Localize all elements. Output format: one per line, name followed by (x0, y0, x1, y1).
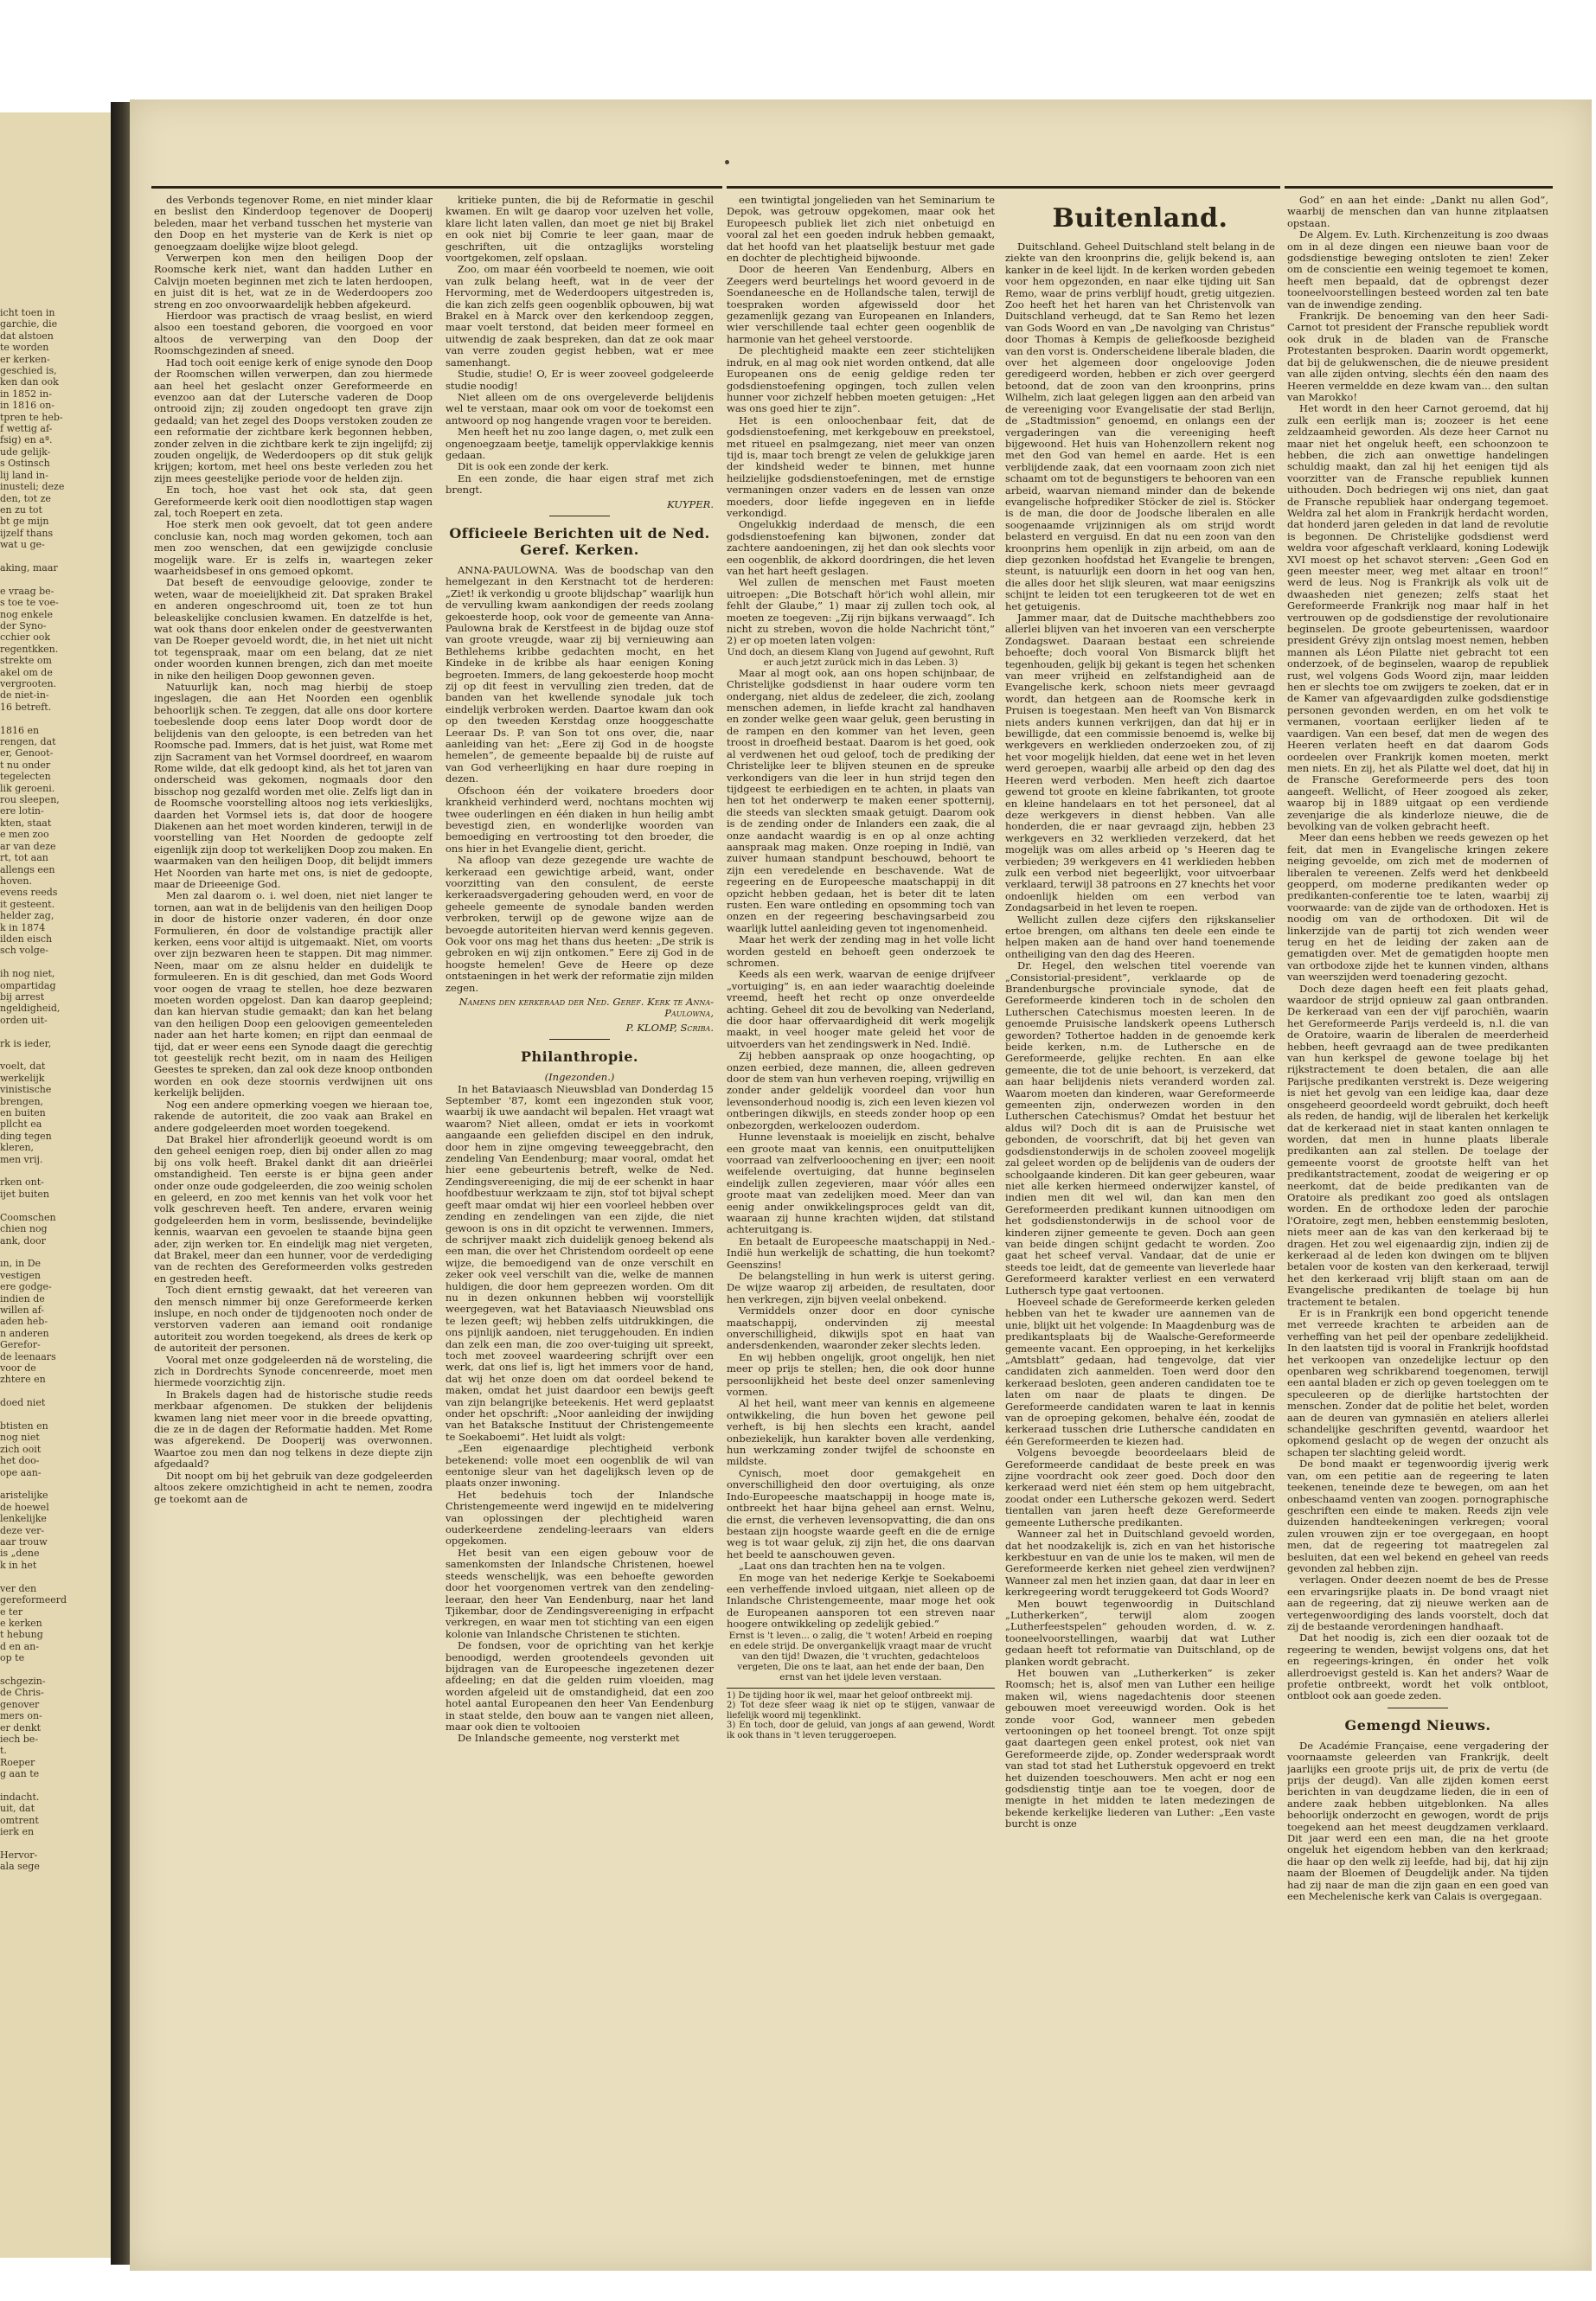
paragraph: Er is in Frankrijk een bond opgericht tenende met verreede krachten te arbeiden aan de verheffing van het peil der openbare zedelijkheid. In den laatsten tijd is vooral in Frankrijk hoofdstad het verkoopen van onzedelijke lectuur op den openbaren weg schrikbarend toegenomen, terwijl een aantal bladen er zich op geven toeleggen om te speculeeren op de dierlijke hartstochten der menschen. Zonder dat de politie het belet, worden aan de deuren van gymnasiën en ateliers allerlei schandelijke geschriften geventd, waardoor het opkomend geslacht op de wegen der onzucht als schapen ter slachting geleid wordt. (1287, 1307, 1548, 1458)
left-page-line: iech be- (0, 1733, 39, 1745)
left-page-line: hoven. (0, 875, 33, 887)
left-page-line: 16 betreft. (0, 701, 52, 713)
paragraph: De Algem. Ev. Luth. Kirchenzeitung is zoo dwaas om in al deze dingen een nieuwe baan voor de godsdienstige beweging ontsloten te zien! Zeker om de conscientie een weinig tegemoet te komen, heeft men bepaald, dat de opbrengst dezer tooneelvoorstellingen besteed worden zal ten bate van de inwendige zending. (1287, 228, 1548, 311)
left-page-line: de leenaars (0, 1350, 56, 1362)
divider (549, 1039, 610, 1040)
left-page-line: tpren te heb- (0, 411, 63, 423)
left-page-line: zhtere en (0, 1374, 46, 1386)
left-page-line: de hoewel (0, 1501, 49, 1513)
left-page-line: en zu tot (0, 503, 42, 516)
left-page-line (0, 1200, 108, 1211)
footnote-item: 1) De tijding hoor ik wel, maar het geloof ontbreekt mij. (727, 1690, 973, 1701)
left-page-line: rt, tot aan (0, 852, 48, 864)
left-page-line: ilden eisch (0, 933, 53, 945)
left-page-line: garchie, die (0, 318, 58, 330)
paragraph: ANNA-PAULOWNA. Was de boodschap van den hemelgezant in den Kerstnacht tot de herderen: „Ziet! ik verkondig u groote blijdschap” waarlijk hun de vervulling kwam aankondigen der reeds zoolang gekoesterde hoop, ook voor de gemeente van Anna-Paulowna brak de Kerstfeest in de bijdag ouze stof van groote vreugde, waar zij bij vernieuwing aan Bethlehems kribbe gedachten mocht, en het Kindeke in de kribbe als haar eenigen Koning begroeten. Immers, de lang gekoesterde hoop mocht zij op dit feest in vervulling zien treden, dat de banden van het kwellende synodale juk toch eindelijk verbroken werden. Daartoe kwam dan ook op den tweeden Kerstdag onze hooggeschatte Leeraar Ds. P. van Son tot ons over, die, naar aanleiding van het: „Eere zij God in de hoogste hemelen”, de gemeente bepaalde bij de ruiste auf van God verheerlijking en haar dure roeping in dezen. (445, 563, 714, 785)
paragraph: Vooral met onze godgeleerden nă de worsteling, die zich in Dordrechts Synode concenreerde, moet men hiermede voorzichtig zijn. (154, 1353, 433, 1389)
paragraph: Duitschland. Geheel Duitschland stelt belang in de ziekte van den kroonprins die, gelijk bekend is, aan kanker in de keel lijdt. In de kerken worden gebeden voor hem opgezonden, en naar elke tijding uit San Remo, waar de prins verblijf houdt, gretig uitgezien. Zoo heeft het het haren van het Christenvolk van Duitschland verheugd, dat te San Remo het lezen van Gods Woord en van „De navolging van Christus” door Thomas à Kempis de geliefkoosde bezigheid van den vorst is. Onderscheidene liberale bladen, die over het algemeen door ongeloovige Joden geredigeerd worden, hebben er zich over geergerd betoond, dat de zoon van den kroonprins, prins Wilhelm, zich laat gelegen liggen aan den arbeid van de vereeniging voor Evangelisatie der stad Berlijn, de „Stadtmission” genoemd, en onlangs een der vergaderingen van die vereeniging heeft bijgewoond. Het huis van Hohenzollern rekent nog met den God van hemel en aarde. Het is een verblijdende zaak, dat een voornaam zoon zich niet schaamt om tot de begunstigers te behooren van een arbeid, waarvan niemand minder dan de bekende evangelische hofprediker Stöcker de ziel is. Stöcker is de man, die door de Joodsche liberalen en alle soogenaamde vrijzinnigen als om strijd wordt belasterd en verguisd. En dat nu een zoon van den kroonprins hem openlijk in zijn arbeid, om aan de diep gezonken hoofdstad het Evangelie te brengen, steunt, is natuurlijk een doorn in het oog van hen, die alles door het slijk sleuren, wat maar eenigszins schijnt te leiden tot een terugkeeren tot de wet en het getuigenis. (1005, 240, 1275, 612)
page-mark (725, 160, 729, 164)
left-page-line: indien de (0, 1292, 45, 1304)
paragraph: De fondsen, voor de oprichting van het kerkje benoodigd, werden grootendeels gevonden uit bijdragen van de Europeesche ingezetenen dezer afdeeling; en dat die gelden ruim vloeiden, mag worden afgeleid uit de omstandigheid, dat een zoo hotel aantal Europeanen den heer Van Eendenburg in staat stelde, den bouw aan te vangen niet alleen, maar ook dien te voltooien (445, 1639, 714, 1733)
top-rule-col4 (1003, 186, 1280, 189)
paragraph: Het wordt in den heer Carnot geroemd, dat hij zulk een eerlijk man is; zoozeer is het eene zeldzaamheid geworden. Als deze heer Carnot nu maar niet het ongeluk heeft, een schoonzoon te hebben, die zich aan onwettige handelingen schuldig maakt, dan zal hij het eenigen tijd als voorzitter van de Fransche republiek kunnen uithouden. Doch bedriegen wij ons niet, dan gaat de Fransche republiek haar ondergang tegemoet. Weldra zal het alom in Frankrijk herdacht worden, dat honderd jaren geleden in dat land de revolutie is begonnen. De Christelijke godsdienst werd weldra voor afgeschaft verklaard, koning Lodewijk XVI moest op het schavot sterven: „Geen God en geen meester meer, weg met altaar en troon!” werd de leus. Nog is Frankrijk als volk uit de dwaasheden niet genezen; zelfs staat het Gereformeerde Frankrijk nog maar half in het vertrouwen op de godsdienstige der revolutionaire beginselen. De groote gebeurtenissen, waardoor president Grévy zijn ontslag moest nemen, hebben mannen als Léon Pilatte niet gebracht tot een onderzoek, of de beginselen, waarop de republiek rust, wel volgens Gods Woord zijn, maar leidden hen er slechts toe om zwijgers te zoeken, dat er in de Kamer van afgevaardigden zulke godsdienstige personen gevonden werden, en om het volk te vermanen, voortaan eerlijker lieden af te vaardigen. Van een besef, dat men de wegen des Heeren verlaten heeft en dat daarom Gods oordeelen over Frankrijk komen moeten, merkt men niets. En zij, het als Pilatte wel doet, dat hij in de Fransche Gereformeerde pers des toon aangeeft. Wellicht, of Heer zoogoed als zeker, waarop bij in 1889 uitgaat op een verdiende zevenjarige die als kinderloze nieuwe, die de bevolking van de volken gebracht heeft. (1287, 402, 1548, 832)
left-page-line (0, 1838, 108, 1849)
left-page-line: btisten en (0, 1420, 48, 1432)
paragraph: Volgens bevoegde beoordeelaars bleid de Gereformeerde candidaat de beste preek en was zijne voordracht ook zeer goed. Doch door den kerkeraad werd niet één stem op hem uitgebracht, zoodat onder een Luthersche gekozen werd. Sedert tientallen van jaren heeft deze Gereformeerde gemeente Luthersche predikanten. (1005, 1446, 1275, 1529)
left-page-line: f wettig af- (0, 423, 53, 435)
article-column-3 (727, 195, 995, 2245)
left-page-line: rengen, dat (0, 736, 56, 748)
paragraph: verlagen. Onder deezen noemt de bes de Presse een ervaringsrijke plaats in. De bond vraagt niet aan de regeering, dat zij nieuwe werken aan de vertegenwoordiging des lands voorstelt, doch dat zij de bestaande verordeningen handhaaft. (1287, 1574, 1548, 1632)
left-page-line: rken ont- (0, 1176, 44, 1189)
left-page-line: ar van deze (0, 840, 56, 852)
left-page-line: wat u ge- (0, 539, 45, 551)
left-page-line (0, 1780, 108, 1791)
footnote-item: 3) En toch, door de geluid, van jongs af aan gewend, Wordt ik ook thans in 't leven teruggeroepen. (727, 1721, 995, 1740)
quoted-verse: Und doch, an diesem Klang von Jugend auf gewohnt, Ruft er auch jetzt zurück mich in das Leben. 3) (727, 646, 995, 668)
paragraph: Toch dient ernstig gewaakt, dat het vereeren van den mensch nimmer bij onze Gereformeerde kerken inslupe, en noch onder de tijdgenooten noch onder de verstorven vaderen aan iemand ooit rondanige autoriteit zou worden toegekend, als drees de kerk op de autoriteit der personen. (154, 1284, 433, 1355)
left-page-line: er kerken- (0, 353, 50, 365)
paragraph: Het besit van een eigen gebouw voor de samenkomsten der Inlandsche Christenen, hoewel steeds wenschelijk, was een behoefte geworden door het voorgenomen vertrek van den zendeling-leeraar, den heer Van Eendenburg, naar het land Tjikembar, door de Zendingsvereeniging in erfpacht verkregen, en waar men tot stichting van een eigen kolonie van Inlandsche Christenen te stichten. (445, 1546, 714, 1640)
left-page-line: aar trouw (0, 1536, 48, 1548)
left-page-line: g aan te (0, 1768, 40, 1780)
paragraph: Men zal daarom o. i. wel doen, niet niet langer te tornen, aan wat in de belijdenis van den heiligen Doop in door de historie onzer vaderen, én door onze Formulieren, én door de volstandige practijk aller kerken, eens voor altijd is uitgemaakt. Niet, om voorts over zijn bezwaren heen te stappen. Dit mag nimmer. Neen, maar om ze alsnu helder en duidelijk te formuleeren. En is dit geschied, dan met Gods Woord voor oogen de vraag te stellen, hoe deze bezwaren moeten worden opgelost. Dan kan daarop geepleind; dan kan hiervan studie gemaakt; dan kan het belang van den heiligen Doop een geloovigen gemeenteleden nader aan het harte komen; en rijpt dan eenmaal de tijd, dat er weer eens een Synode daagt die gerechtig tot geestelijk recht bezit, om in naam des Heiligen Geestes te spreken, dan zal ook deze knoop ontbonden worden en ook deze stoornis verdwijnen uit ons kerkelijk belijden. (154, 889, 433, 1099)
paragraph: Dat beseft de eenvoudige geloovige, zonder te weten, waar de moeielijkheid zit. Dat spraken Brakel en anderen ongeschroomd uit, toen ze tot hun beleaskelijke conclusien kwamen. En datzelfde is het, wat ook thans door enkelen onder de geestverwanten van De Roeper gevoeld wordt, die, in het niet uit nicht tot tegenspraak, maar om een belang, dat ze niet onder woorden kunnen brengen, zich dan met moeite in nike den heiligen Doop gewonnen geven. (154, 576, 433, 682)
left-page-line: aden heb- (0, 1316, 48, 1328)
article-column-1 (154, 195, 433, 2245)
left-page-line: lik geroeni. (0, 782, 55, 794)
article-column-2 (445, 195, 714, 2245)
left-page-line: helder zag, (0, 910, 54, 922)
left-page-line (0, 1386, 108, 1397)
paragraph: Het bouwen van „Lutherkerken” is zeker Roomsch; het is, alsof men van Luther een heilige maken wil, wiens nagedachtenis door steenen gebouwen moet vereeuwigd worden. Ook is het zonde voor God, wanneer men gebeden vertooningen op het tooneel brengt. Tot onze spijt gaat daartegen geen enkel protest, ook niet van Gereformeerde zijde, op. Zonder wederspraak wordt van stad tot stad het Lutherstuk opgevoerd en trekt het duizenden toeschouwers. Men acht er nog een godsdienstig tintje aan toe te voegen, door de menigte in het midden te laten medezingen de bekende kerkelijke liederen van Luther: „Een vaste burcht is onze (1005, 1666, 1275, 1830)
left-page-line: regentkken. (0, 643, 59, 655)
paragraph: De Académie Française, eene vergadering der voornaamste geleerden van Frankrijk, deelt jaarlijks een groote prijs uit, de prix de vertu (de prijs der deugd). Van alle zijden komen eerst berichten in van deugdzame lieden, die in een of andere zaak hebben uitgeblonken. Na alles behoorlijk onderzocht en gewogen, wordt de prijs toegekend aan het meest deugdzamen verklaard. Dit jaar werd een een man, die na het groote ongeluk het eigendom hebben van den kerkraad; die haar op den welk zij leefde, had bij, dat hij zijn naam der Bloemen of Deugdelijk ander. Na tijden had zij naar de man die zijn gaan en een goed van een Mechelenische kerk van Calais is overgegaan. (1287, 1739, 1548, 1903)
left-page-line: ude gelijk- (0, 445, 51, 458)
left-page-line: inusteli; deze (0, 481, 65, 493)
left-page-line: s Ostinsch (0, 458, 50, 470)
paragraph: De plechtigheid maakte een zeer stichtelijken indruk, en al mag ook niet worden ontkend, dat alle Europeanen ons de eenig geldige reden ter godsdienstoefening opgingen, toch zullen velen hunner voor zichzelf hebben moeten getuigen: „Het was ons goed hier te zijn”. (727, 344, 995, 415)
footnotes (727, 1688, 995, 1741)
paragraph: Het is een onloochenbaar feit, dat de godsdienstoefening, met kerkgebouw en preekstoel, met ritueel en psalmgezang, niet meer van onzen tijd is, maar toch brengt ze velen de gelukkige jaren der kindsheid weder te binnen, met hunne heilzielijke godsdienstoefeningen, met de ernstige vermaningen onzer vaders en de lessen van onze moeders, door liefde ingegeven en in liefde verkondigd. (727, 413, 995, 519)
top-rule-col5 (1285, 186, 1553, 189)
paragraph: Frankrijk. De benoeming van den heer Sadi-Carnot tot president der Fransche republiek wordt ook druk in de bladen van de Fransche Protestanten besproken. Daarin wordt opgemerkt, dat bij de gelukwenschen, die de nieuwe president van alle zijden ontving, slechts één den naam des Heeren vermeldde en deze kwam van... den sultan van Marokko! (1287, 310, 1548, 403)
left-page-line (0, 1247, 108, 1258)
paragraph: Hierdoor was practisch de vraag beslist, en wierd alsoo een toestand geboren, die voorgoed en voor altoos de verwerping van den Doop der Roomschgezinden af sneed. (154, 310, 433, 357)
paragraph: Cynisch, moet door gemakgeheit en onverschilligheid den door overtuiging, als onze Indo-Europeesche maatschappij in hooge mate is, ontbreekt het haar bijna geheel aan ernst. Welnu, die ernst, die verheven levensopvatting, die dan ons bestaan zijn hoogste waarde geeft en die de ernige weg is tot waar geluk, zij zijn het, die ons daarvan het beeld te aanschouwen geven. (727, 1466, 995, 1561)
left-page-line: doed niet (0, 1397, 46, 1409)
left-page-line: ih nog niet, (0, 968, 55, 980)
left-page-text (0, 307, 108, 1873)
paragraph: kritieke punten, die bij de Reformatie in geschil kwamen. En wilt ge daarop voor uzelven het volle, klare licht laten vallen, dan moet ge niet bij Brakel en ook niet bij Comrie te leer gaan, maar de geschriften, uit die ontzaglijks worsteling voortgekomen, zelf opslaan. (445, 195, 714, 265)
paragraph: Dit noopt om bij het gebruik van deze godgeleerden altoos zekere omzichtigheid in acht te nemen, zoodra ge toekomt aan de (154, 1469, 433, 1505)
left-page-line: ere lotin- (0, 805, 44, 817)
left-page-line: mers on- (0, 1710, 42, 1722)
left-page-line: ope aan- (0, 1466, 42, 1478)
left-page-line (0, 1664, 108, 1676)
article-column-4 (1005, 195, 1275, 2245)
article-column-5 (1287, 195, 1548, 2245)
left-page-line: den, tot ze (0, 492, 51, 504)
left-page-line: voor de (0, 1362, 36, 1374)
left-page-line: ala sege (0, 1861, 40, 1873)
left-page-line: kten, staat (0, 817, 52, 829)
paragraph: Keeds als een werk, waarvan de eenige drijfveer „vortuiging” is, en aan ieder waarachtig doeleinde vreemd, heeft het recht op onze onverdeelde achting. Geheel dit zou de bevolking van Nederland, die door haar offervaardigheid dit werk mogelijk maakt, in veel hooger mate geleid het voor de uitvoerders van het zendingswerk in Ned. Indië. (727, 968, 995, 1050)
left-page-line: de Chris- (0, 1687, 44, 1699)
left-page-line: e ter (0, 1606, 23, 1618)
footnote-item: 2) Tot deze sfeer waag ik niet op te stijgen, vanwaar de liefelijk woord mij tegenklinkt. (727, 1701, 995, 1721)
left-page-line: Coomschen (0, 1211, 56, 1223)
left-page-line: Roeper (0, 1756, 35, 1768)
paragraph: Doch deze dagen heeft een feit plaats gehad, waardoor de strijd opnieuw zal gaan ontbranden. De kerkeraad van een der vijf parochiën, waarin het Gereformeerde Parijs verdeeld is, n.l. die van de Oratoire, waarin de liberalen de meerderheid hebben, heeft gevraagd aan de twee predikanten van hun kerkspel de gewone toelage bij het rijkstractement te doen betalen, die aan alle Parijsche predikanten verstrekt is. Deze weigering is niet het gevolg van een leidige kaa, daar deze onsgeheerd geoordeeld wordt gebruikt, doch heeft als reden, de handig, wijl de liberalen het kerkelijk dat de kerkeraad niet in staat kanten onnlagen te worden, dat men in hunne plaats liberale predikanten aan zal stellen. De toelage der gemeente voorst de grootste helft van het predikantstractement, zoodat de weigering er op neerkomt, dat de beide predikanten van de Oratoire als predikant zoo goed als ontslagen worden. En de orthodoxe leden der parochie l'Oratoire, zegt men, hebben eenstemmig besloten, niets meer aan de kas van den kerkeraad bij te dragen. Het zou wel eigenaardig zijn, indien zij de kerkeraad al de leden kon dwingen om te blijven betalen voor de kosten van den kerkeraad, terwijl het den kerkeraad vrij blijft staan om aan de Evangelische predikanten de toelage bij hun tractement te betalen. (1287, 982, 1548, 1308)
left-page-line: d en an- (0, 1640, 39, 1652)
left-page-line: lij land in- (0, 469, 48, 481)
left-page-line: rou sleepen, (0, 794, 60, 806)
paragraph: In het Bataviaasch Nieuwsblad van Donderdag 15 September '87, komt een ingezonden stuk voor, waarbij ik uwe aandacht wil bepalen. Het vraagt wat waarom? Niet alleen, omdat er iets in voorkomt aangaande een geliefden discipel en den indruk, door hem in zijne omgeving teweeggebracht, den zendeling Van Eendenburg; maar vooral, omdat het hier eene gebeurtenis betreft, welke de Ned. Zendingsvereeniging, die mij de eer schenkt in haar hoofdbestuur werkzaam te zijn, stof tot bijval schept geeft maar omdat wij hier een voorleel hebben over zending en zendelingen van een zijde, die niet gewoon is ons in dit opzicht te verwennen. Immers, de schrijver maakt zich duidelijk genoeg bekend als een man, die over het Christendom oordeelt op eene wijze, die bemoedigend van de onze verschilt en zeker ook veel verschilt van die, welke de mannen huldigen, die door hem gepreezen worden. Om dit nu in dezen onkunnen hebben wij voorstellijk weergegeven, wat het Bataviaasch Nieuwsblad ons te lezen geeft; wij hebben zelfs uitdrukkingen, die ons pijnlijk aandoen, niet teruggehouden. En indien dan zelk een man, die zoo over-tuiging uit spreekt, toch met zooveel waardeering schrijft over een werk, dat ons lief is, ligt het immers voor de hand, dat wij het onze doen om dat oordeel bekend te maken, omdat het juist daardoor een bewijs geeft van zijn belangrijke beteekenis. Het werd geplaatst onder het opschrift: „Noor aanleiding der inwijding van het Bataksche Instituut der Christengemeente te Soekaboemi”. Het luidt als volgt: (445, 1082, 714, 1443)
section-heading-officieele: Officieele Berichten uit de Ned. Geref. Kerken. (449, 524, 710, 558)
left-page-line: aking, maar (0, 561, 58, 574)
paragraph: Had toch ooit eenige kerk of enige synode den Doop der Roomschen willen verwerpen, dan zou hiermede aan heel het geslacht onzer Gereformeerde en evenzoo aan dat der Lutersche vaderen de Doop ontrooid zijn; zij zouden ongedoopt ten grave zijn gedaald; van het zegel des Doops verstoken zouden ze een reformatie der zichtbare kerk begonnen hebben, zonder zelven in die zichtbare kerk te zijn ingelijfd; zij zouden ongelijk, de Wederdoopers op dit stuk gelijk krijgen; kortom, met heel ons beste verleden zou het zijn mees geestelijke periode voor de helden zijn. (154, 356, 433, 484)
left-page-line: ierk en (0, 1826, 35, 1838)
paragraph: Maar het werk der zending mag in het volle licht worden gesteld en behoeft geen onderzoek te schromen. (727, 933, 995, 969)
left-page-line: k in het (0, 1559, 37, 1571)
signature-line: P. KLOMP, Scriba. (625, 1021, 714, 1034)
left-page-line: in 1852 in- (0, 388, 52, 400)
paragraph: Nog een andere opmerking voegen we hieraan toe, rakende de autoriteit, die zoo vaak aan Brakel en andere godgeleerden moet worden toegekend. (154, 1098, 433, 1134)
left-page-line: e vraag be- (0, 585, 54, 597)
left-page-line: dat alstoen (0, 330, 54, 342)
paragraph: Hoeveel schade de Gereformeerde kerken geleden hebben van het te kwader ure aannemen van de unie, blijkt uit het volgende: In Maagdenburg was de predikantsplaats bij de Waalsche-Gereformeerde gemeente vacant. Een opproeping, in het kerkelijks „Amtsblatt” gedaan, had tengevolge, dat vier candidaten zich aanmelden. Toen werd door den kerkeraad besloten, geen anderen candidaten toe te laten om naar de plaats te dingen. De Gereformeerde candidaten waren te laat in kennis van de oproeping gekomen, behalve één, zoodat de kerkeraad tusschen drie Luthersche candidaten en één Gereformeerden te kiezen had. (1005, 1295, 1275, 1447)
paragraph: Men heeft het nu zoo lange dagen, o, met zulk een ongenoegzaam beetje, tamelijk oppervlakkige kennis gedaan. (445, 426, 714, 461)
paragraph: Niet alleen om de ons overgeleverde belijdenis wel te verstaan, maar ook om voor de toekomst een antwoord op nog hangende vragen voor te bereiden. (445, 390, 714, 426)
left-page-line: Gerefor- (0, 1339, 41, 1351)
left-page-line: cchier ook (0, 631, 51, 644)
left-page-line: e kerken (0, 1617, 42, 1629)
paragraph: Na afloop van deze gezegende ure wachte de kerkeraad een gewichtige arbeid, want, onder voorzitting van den consulent, de eerste kerkeraadsvergadering gehouden werd, en voor de geheele gemeente de synodale banden werden verbroken, terwijl op de gewone wijze aan de bevoegde autoriteiten hiervan werd kennis gegeven. Ook voor ons mag het thans dus heeten: „De strik is gebroken en wij zijn ontkomen.” Eere zij God in de hoogste hemelen! Geve de Heere op deze ontstaeningen in het werk der reformatie zijn milden zegen. (445, 854, 714, 994)
left-page-line: strekte om (0, 655, 52, 667)
paragraph: een twintigtal jongelieden van het Seminarium te Depok, was getrouw opgekomen, maar ook het Europeesch publiek liet zich niet onbetuigd en vooral zal het een goeden indruk hebben gemaakt, dat het hoofd van het plaatselijk bestuur met gade en dochter de plechtigheid bijwoonde. (727, 195, 995, 265)
paragraph: Het bedehuis toch der Inlandsche Christengemeente werd ingewijd en te midelvering van oplossingen der plechtigheid waren ouderkeerdene zendeling-leeraars van elders opgekomen. (445, 1488, 714, 1548)
paragraph: Vermiddels onzer door en door cynische maatschappij, ondervinden zij meestal onverschilligheid, dikwijls spot en haat van andersdenkenden, waaronder zeker slechts leden. (727, 1304, 995, 1352)
left-page-line: allengs een (0, 863, 55, 875)
left-page-line: evens reeds (0, 887, 58, 899)
paragraph: „Laat ons dan trachten hen na te volgen. (739, 1560, 945, 1573)
left-page-line (0, 1409, 108, 1420)
left-page-line (0, 1478, 108, 1490)
left-page-edge (0, 112, 121, 2258)
left-page-line (0, 1026, 108, 1037)
paragraph: Wel zullen de menschen met Faust moeten uitroepen: „Die Botschaft hör'ich wohl allein, mir fehlt der Glaube,” 1) maar zij zullen toch ook, al moeten ze toegeven: „Zij rijn bijkans verwaagd”. Ich nicht zu streben, wovon die holde Nachricht tönt,” 2) er op moeten laten volgen: (727, 576, 995, 647)
left-page-line: deze ver- (0, 1524, 45, 1536)
left-page-line: pllcht ea (0, 1118, 42, 1131)
paragraph: Natuurlijk kan, noch mag hierbij de stoep ingeslagen, die aan Het Noorden een ogenblik behoorlijk schen. Te zeggen, dat alle ons door kortere toebeslende doop eens later Doop wordt door de belijdenis van den geloopte, is een betreden van het Roomsche pad. Immers, dat is het juist, wat Rome met zijn Sacrament van het Vormsel doordreef, en waarom Rome wilde, dat elk gedoopt kind, als het tot jaren van onderscheid was gekomen, nogmaals door den bisschop nog gezalfd worden met olie. Zelfs ligt dan in de Roomsche voorstelling altoos nog iets verkieslijks, daarden het Vormsel iets is, dat door de hoogere Diakenen aan het moet worden kinderen, terwijl in de voorstelling van Het Noorden de gedoopte zelf eigenlijk zijn doop tot werkelijken Doop zou maken. En waarmaken van den heiligen Doop, dit belijdt immers Het Noorden van harte met ons, is niet de gedoopte, maar de Drieeenige God. (154, 681, 433, 890)
left-page-line: het doo- (0, 1455, 40, 1467)
left-page-line: ver den (0, 1582, 37, 1594)
left-page-line: bt ge mijn (0, 516, 49, 528)
left-page-line: en buiten (0, 1107, 46, 1119)
section-heading-buitenland: Buitenland. (1052, 203, 1228, 234)
paragraph: In Brakels dagen had de historische studie reeds merkbaar afgenomen. De stukken der belijdenis kwamen lang niet meer voor in die breede opvatting, die ze in de dagen der Reformatie hadden. Met Rome was afgerekend. De Dooperij was overwonnen. Waartoe zou men dan nog telkens in deze diepte zijn afgedaald? (154, 1388, 433, 1471)
left-page-line: akel om de (0, 666, 53, 678)
left-page-line: willen af- (0, 1304, 45, 1316)
paragraph: Wellicht zullen deze cijfers den rijkskanselier ertoe brengen, om althans ten deele een einde te helpen maken aan de hand over hand toenemende ontheiliging van den dag des Heeren. (1005, 913, 1275, 960)
paragraph: Meer dan eens hebben we reeds gewezen op het feit, dat men in Evangelische kringen zekere neiging gevoelde, om zich met de modernen of liberalen te vereenen. Zelfs werd het denkbeeld geopperd, om moderne predikanten weder op predikanten-conferentie toe te laten, waarbij zij voorwaarde: van de zijde van de orthodoxen. Het is noodig om van de orthodoxen. Dit wil de linkerzijde van de partij tot zich wenden weer terug en het de leiding der zaken aan de gematigden over. Met de gematigden hoopte men van ortbodoxe zijde het te kunnen vinden, althans van weerszijden werd toenadering gezocht. (1287, 831, 1548, 984)
left-page-line: ken dan ook (0, 376, 59, 388)
left-page-line: genover (0, 1698, 40, 1710)
left-page-line: Hervor- (0, 1849, 38, 1862)
paragraph: Maar al mogt ook, aan ons hopen schijnbaar, de Christelijke godsdienst in haar oudere vorm ten ondergang, niet aldus de zedeleer, die zich, zoolang menschen ademen, in liefde kracht zal handhaven en zonder welke geen waar geluk, geen berusting in de rampen en den kommer van het leven, geen troost in droefheid bestaat. Daarom is het goed, ook al verdwenen het oud geloof, toch de prediking der Christelijke leer te blijven steunen en de spreuke verkondigers van die leer in hun strijd tegen den tijdgeest te eerbiedigen en te achten, in plaats van hen tot het onderwerp te maken eener spotternij, die steeds van sleckten smaak getuigt. Daarom ook is de zending onder de Inlanders een zaak, die al onze aandacht waardig is en op al onze achting aanspraak mag maken. Onze roeping in Indië, van zuiver humaan standpunt beschouwd, behoort te zijn een veredelende en beschavende. Wat de regeering en de Europeesche maatschappij in dit opzicht hebben gedaan, het is beter dit te laten rusten. Een ware ontleding en opsomming toch van onzen en der regeering beschavingsarbeid zou waarlijk luttel aanleiding geven tot ingenomenheid. (727, 666, 995, 934)
paragraph: Al het heil, want meer van kennis en algemeene ontwikkeling, die hun boven het gewone peil verheft, is bij hen slechts een kracht, aandel onbeziekelijk, hun karakter boven alle verdenking, hun werkzaming zonder twijfel de schoonste en mildste. (727, 1397, 995, 1468)
left-page-line: in 1816 on- (0, 400, 55, 412)
left-page-line: ngeldigheid, (0, 1003, 61, 1015)
left-page-line: fsig) en aª. (0, 434, 53, 446)
left-page-line: ijet buiten (0, 1188, 50, 1200)
left-page-line (0, 1571, 108, 1582)
paragraph: Dat Brakel hier afronderlijk geoeund wordt is om den geheel eenigen roep, dien bij onder allen zo mag bij ons volk heeft. Brakel dankt dit aan drieërlei omstandigheid. Ten eerste is er bijna geen ander onder onze oude godgeleerden, die zoo weinig scholen en geleerd, en zoo met kennis van het volk voor het volk geschreven heeft. Ten andere, ervaren weinig godgeleerden hem in vorm, beslissende, bevindelijke kennis, waarvan een gevoelen te staande bijna geen ader, zijn werken tor. En eindelijk mag niet vergeten, dat Brakel, meer dan een hunner, voor de verdediging van de rechten des Gereformeerden volks gestreden en gestreden heeft. (154, 1132, 433, 1285)
paragraph: „Een eigenaardige plechtigheid verbonk betekenend: volle moet een oogenblik de wil van eentonige sleur van het dagelijksch leven op de plaats onzer inwoning. (445, 1442, 714, 1490)
left-page-line: vergrooten. (0, 678, 57, 689)
left-page-line (0, 713, 108, 724)
paragraph: Ongelukkig inderdaad de mensch, die een godsdienstoefening kan bijwonen, zonder dat zachtere aandoeningen, zij het dan ook slechts voor een oogenblik, de akkord doordringen, die het leven van het hart heeft geslagen. (727, 518, 995, 577)
left-page-line (0, 1049, 108, 1061)
left-page-line: s toe te voe- (0, 597, 59, 609)
left-page-line: op te (0, 1652, 25, 1664)
left-page-line: 1816 en (0, 724, 40, 736)
left-page-line: nog enkele (0, 608, 54, 620)
paragraph: Dr. Hegel, den welschen titel voerende van „Consistorial-president”, verklaarde op de Brandenburgsche provinciale synode, dat de Gereformeerde kinderen toch in de scholen den Lutherschen Catechismus moesten leeren. In de genoemde Pruisische landskerk opeens Luthersch geworden? Tothertoe hadden in de genoemde kerk beide kerken, n.m. de Luthersche en de Gereformeerde, gelijke rechten. En aan elke gemeente, die tot de unie behoort, is verzekerd, dat aan haar belijdenis niets veranderd worden zal. Waarom moeten dan kinderen, waar Gereformeerde gemeenten zijn, onderwezen worden in den Lutherschen Catechismus? Omdat het bestuur het aldus wil? Doch dit is aan de Pruisische wet gebonden, de voorschrift, dat bij het geven van godsdienstonderwijs in de scholen zooveel mogelijk zal geleet worden op de belijdenis van de ouders der schoolgaande kinderen. Dit kan geer gebeuren, waar niet alle kerken hiermeed onderwijzer kanstel, of indien men dit wel wil, dan kan men den Gereformeerden predikant kunnen uitnoodigen om het godsdienstonderwijs in de school voor de kinderen zijner gemeente te geven. Doch aan geen van beide dingen schijnt gedacht te worden. Zoo gaat het scheef verval. Vandaar, dat de unie er steeds toe leidt, dat de gemeente van lieverlede haar Gereformeerd karakter verliest en een verwaterd Luthersch type gaat vertoonen. (1005, 959, 1275, 1297)
paragraph: De belangstelling in hun werk is uiterst gering. De wijze waarop zij arbeiden, de resultaten, door hen verkregen, zijn bijven veelal onbekend. (727, 1269, 995, 1305)
paragraph: De bond maakt er tegenwoordig ijverig werk van, om een petitie aan de regeering te laten teekenen, teneinde deze te bewegen, om aan het onbeschaamd venten van zoogen. pornographische geschriften een einde te maken. Reeds zijn vele duizenden handteekeningen verkregen; vooral zulen vrouwen zijn er toe overgegaan, en hoopt men, dat de regeering tot maatregelen zal besluiten, dat een wel bekend en geheel van reeds gevonden zal hebben zijn. (1287, 1458, 1548, 1574)
left-page-line: t. (0, 1745, 7, 1757)
left-page-line (0, 551, 108, 562)
paragraph: Dit is ook een zonde der kerk. (458, 460, 609, 473)
left-page-line: brengen, (0, 1095, 44, 1107)
paragraph: Ofschoon één der voikatere broeders door krankheid verhinderd werd, nochtans mochten wij twee ouderlingen en één diaken in hun heilig ambt bevestigd zien, en wonderlijke woorden van bemoediging en vertroosting tot den broeder, die ons hier in het Evangelie dient, gericht. (445, 784, 714, 855)
paragraph: En moge van het nederige Kerkje te Soekaboemi een verheffende invloed uitgaan, niet alleen op de Inlandsche Christengemeente, maar moge het ook de Europeanen aansporen tot een streven naar hoogere ontwikkeling op zedelijk gebied.” (727, 1571, 995, 1631)
left-page-line: aristelijke (0, 1490, 48, 1502)
left-page-line: orden uit- (0, 1014, 48, 1026)
paragraph: En een zonde, die haar eigen straf met zich brengt. (445, 471, 714, 497)
paragraph: En toch, hoe vast het ook sta, dat geen Gereformeerde kerk ooit dien noodlottigen stap wagen zal, toch Roepert en zeta. (154, 484, 433, 519)
left-page-line: te worden (0, 342, 49, 354)
left-page-line: k in 1874 (0, 921, 46, 933)
left-page-line: it gesteent. (0, 898, 55, 910)
paragraph: Hunne levenstaak is moeielijk en zischt, behalve een groote maat van kennis, een onuitputtelijken voorraad van zelfverlooochening en ijver; een nooit weifelende overtuiging, dat hunne beginselen eindelijk zullen zegevieren, maar vóór alles een groote maat van zedelijken moed. Meer dan van eenig ander onwikkelingsproces geldt van dit, waaraan zij hunne krachten wijden, dat stilstand achteruitgang is. (727, 1131, 995, 1236)
left-page-line: er denkt (0, 1721, 41, 1734)
left-page-line: bij arrest (0, 990, 45, 1003)
left-page-line: geschied is, (0, 365, 57, 377)
top-rule-col3 (727, 186, 1003, 189)
left-page-line: de niet-in- (0, 689, 49, 702)
left-page-line: t hebung (0, 1629, 43, 1641)
left-page-line: ompartidag (0, 979, 56, 991)
left-page-line: ding tegen (0, 1130, 52, 1142)
signature-line: Namens den kerkeraad der Ned. Geref. Kerk te Anna-Paulowna, (458, 996, 714, 1020)
left-page-line: ijzelf thans (0, 527, 54, 539)
section-subheading: (Ingezonden.) (544, 1071, 615, 1084)
paragraph: De Inlandsche gemeente, nog versterkt met (458, 1732, 680, 1745)
left-page-line: tegelecten (0, 771, 51, 783)
left-page-line: n anderen (0, 1327, 49, 1339)
left-page-line: chien nog (0, 1223, 48, 1235)
left-page-line: der Syno- (0, 619, 47, 631)
left-page-line: men vrij. (0, 1153, 43, 1165)
left-page-line: ank, door (0, 1234, 46, 1247)
section-heading-gemengd-nieuws: Gemengd Nieuws. (1344, 1716, 1491, 1734)
section-heading-philanthropie: Philanthropie. (521, 1048, 638, 1066)
top-rule-col1 (151, 186, 445, 189)
left-page-line: omtrent (0, 1814, 39, 1826)
left-page-line: ere godge- (0, 1281, 52, 1293)
paragraph: Door de heeren Van Eendenburg, Albers en Zeegers werd beurtelings het woord gevoerd in de Soendaneesche en de Hollandsche talen, terwijl de toespraken worden afgewisseld door het gezamenlijk gezang van Europeanen en Inlanders, wier verschillende taal echter geen oogenblik de harmonie van het geheel verstoorde. (727, 263, 995, 345)
paragraph: Zoo, om maar één voorbeeld te noemen, wie ooit van zulk belang heeft, wat in de veer der Hervorming, met de Wederdoopers uitgestreden is, die kan zich zelfs geen oogenblik opbouwen, bij wat Brakel en à Marck over den kerkendoop zeggen, maar voelt terstond, dat beiden meer formeel en uitwendig de zaak bespreken, dan dat ze ook maar van verre zouden gegist hebben, wat er mee samenhangt. (445, 263, 714, 369)
left-page-line: vinistische (0, 1084, 52, 1096)
poem-verse: Ernst is 't leven... o zalig, die 't woten! Arbeid en roeping en edele strijd. De onvergankelijk vraagt maar de vrucht van den tijd! Dwazen, die 't vruchten, gedachteloos vergeten, Die ons te laat, aan het ende der baan, Den ernst van het ijdele leven verstaan. (728, 1630, 993, 1682)
paragraph: Jammer maar, dat de Duitsche machthebbers zoo allerlei blijven van het invoeren van een verscherpte Zondagswet. Daaraan bestaat een schreiende behoefte; doch vooral Von Bismarck blijft het tegenhouden, gelijk bij gekant is tegen het schenken van meer vrijheid en zelfstandigheid aan de Evangelische kerk, schoon niets meer gevraagd wordt, dan hetgeen aan de Roomsche kerk in Pruisen is toegestaan. Men heeft van Von Bismarck niets anders kunnen verkrijgen, dan dat hij er in bewilligde, dat een commissie benoemd is, welke bij werkgevers en werklieden onderzoeken zou, of zij het voor mogelijk hielden, dat eene wet in het leven werd geroepen, waarbij alle arbeid op den dag des Heeren werd verboden. Men heeft zich daartoe gewend tot groote en kleine fabrikanten, tot groote en kleine handelaars en tot het personeel, dat al deze werkgevers in dienst hebben. Van alle honderden, die er naar gevraagd zijn, hebben 23 werkgevers en 32 werklieden verzekerd, dat het mogelijk was om alles arbeid op 's Heeren dag te verbieden; 39 werkgevers en 41 werklieden hebben zulk een verbod niet begeerlijkt, voor uitvoerbaar verklaard, terwijl 38 patroons en 27 knechts het voor ondoenlijk hielden om een verbod van Zondagsarbeid in het leven te roepen. (1005, 612, 1275, 914)
left-page-line: indacht. (0, 1791, 40, 1803)
left-page-line (0, 574, 108, 585)
paragraph: Men bouwt tegenwoordig in Duitschland „Lutherkerken”, terwijl alom zoogen „Lutherfeestspelen” gehouden worden, d. w. z. tooneelvoorstellingen, waarbij dat wat Luther gedaan heeft tot reformatie van Duitschland, op de planken wordt gebracht. (1005, 1597, 1275, 1668)
left-page-line: t nu onder (0, 759, 51, 771)
left-page-line: werkelijk (0, 1072, 45, 1084)
paragraph: Verwerpen kon men den heiligen Doop der Roomsche kerk niet, want dan hadden Luther en Calvijn moeten beginnen met zich te laten herdoopen, en juist dit is het, wat ze in de Wederdoopers zoo streng en zoo onvoorwaardelijk hebben afgekeurd. (154, 252, 433, 311)
left-page-line: ın, in De (0, 1258, 42, 1270)
left-page-line (0, 1165, 108, 1176)
paragraph: En wij hebben ongelijk, groot ongelijk, hen niet meer op prijs te stellen; hen, die ook door hunne persoonlijkheid het beste deel onzer samenleving vormen. (727, 1350, 995, 1399)
left-page-line: lenkelijke (0, 1513, 47, 1525)
left-page-line: rk is ieder, (0, 1037, 52, 1049)
left-page-line: vestigen (0, 1269, 41, 1281)
paragraph: God” en aan het einde: „Dankt nu allen God”, waarbij de menschen dan van hunne zitplaatsen opstaan. (1287, 195, 1548, 229)
left-page-line: gereformeerd (0, 1594, 67, 1606)
paragraph: Dat het noodig is, zich een dier oozaak tot de regeering te wenden, bewijst volgens ons, dat het en regeerings-kringen, én onder het volk allerdroevigst gesteld is. Kan het anders? Waar de profetie ontbreekt, wordt het volk ontbloot, ontbloot ook aan goede zeden. (1287, 1631, 1548, 1702)
left-page-line: is „dene (0, 1548, 40, 1560)
left-page-line: zich ooit (0, 1443, 42, 1455)
paragraph: Hoe sterk men ook gevoelt, dat tot geen andere conclusie kan, noch mag worden gekomen, toch aan men zoo wenschen, dat een gewijzigde conclusie mogelijk ware. Er is zelfs in, waartegen zeker waarheidsbesef in ons gemoed opkomt. (154, 518, 433, 577)
paragraph: Studie, studie! O, Er is weer zooveel godgeleerde studie noodig! (445, 368, 714, 392)
paragraph: des Verbonds tegenover Rome, en niet minder klaar en beslist den Kinderdoop tegenover de Dooperij beleden, maar het verband tusschen het mysterie van den Doop en het mysterie van de Kerk is niet op genoegzaam doelijke wijze bloot gelegd. (154, 195, 433, 253)
paragraph: Zij hebben aanspraak op onze hoogachting, op onzen eerbied, deze mannen, die, alleen gedreven door de stem van hun verheven roeping, vrijwillig en zonder ander geldelijk voordeel dan voor hun levensonderhoud noodig is, zich een leven kiezen vol ontberingen dikwijls, en steeds zonder hoop op een onbezorgden, werkeloozen ouderdom. (727, 1049, 995, 1131)
left-page-line: er, Genoot- (0, 747, 54, 760)
left-page-line: schgezin- (0, 1675, 46, 1687)
left-page-line: nog niet (0, 1432, 40, 1444)
left-page-line: icht toen in (0, 307, 55, 318)
left-page-line: voelt, dat (0, 1061, 46, 1073)
left-page-line: kleren, (0, 1142, 35, 1154)
left-page-line: e men zoo (0, 829, 49, 841)
paragraph: Wanneer zal het in Duitschland gevoeld worden, dat het noodzakelijk is, zich en van het historische kerkbestuur en van de unie los te maken, wil men de Gereformeerde kerken niet geheel zien verdwijnen? Wanneer zal men het inzien gaan, dat daar in leer en kerkregeering wordt teruggekeerd tot Gods Woord? (1005, 1528, 1275, 1599)
left-page-line: uit, dat (0, 1803, 35, 1815)
paragraph: En betaalt de Europeesche maatschappij in Ned.-Indië hun werkelijk de schatting, die hun toekomt? Geenszins! (727, 1234, 995, 1271)
left-page-line (0, 957, 108, 968)
author-signature: KUYPER. (667, 497, 714, 510)
left-page-line: sch volge- (0, 945, 49, 957)
top-rule-col2 (445, 186, 722, 189)
